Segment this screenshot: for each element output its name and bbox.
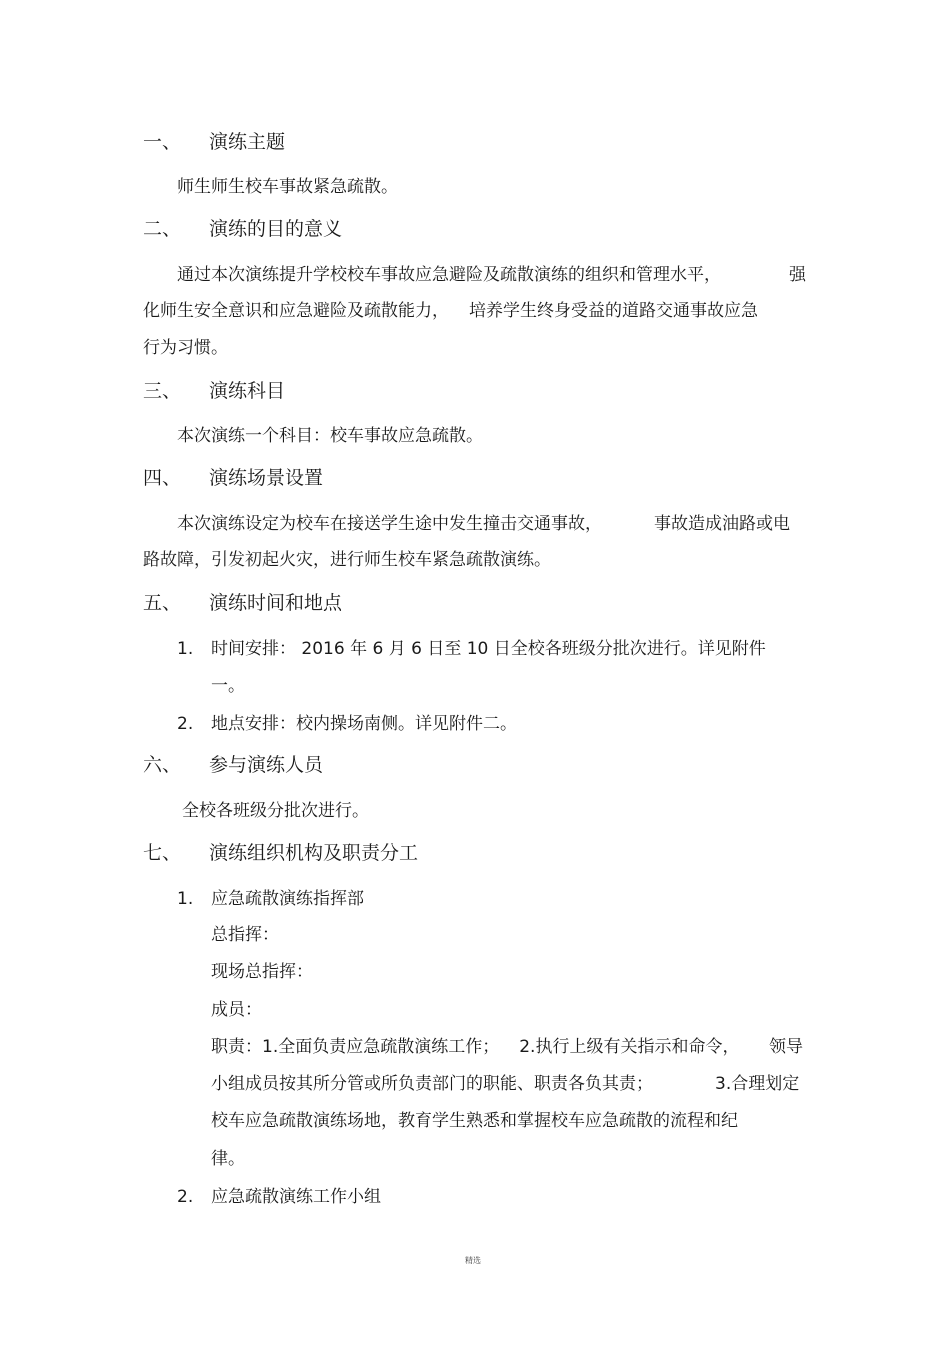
list-item-number: 2.: [177, 1187, 194, 1207]
page-footer-label: 精选: [465, 1256, 481, 1265]
list-item-text: [211, 1036, 739, 1058]
section-title: 演练时间和地点: [209, 592, 343, 614]
section-number: 三、: [143, 380, 182, 402]
list-item-text: 成员：: [211, 1000, 262, 1020]
section-number: 六、: [143, 754, 182, 776]
section-heading: [143, 753, 323, 777]
paragraph-line: 本次演练一个科目：校车事故应急疏散。: [177, 426, 483, 446]
section-title: 演练场景设置: [209, 467, 324, 489]
list-item-text: 领导: [769, 1037, 803, 1057]
section-heading: [143, 841, 418, 865]
list-item-number: 1.: [177, 639, 194, 659]
list-item-text: 应急疏散演练指挥部: [211, 889, 364, 909]
section-heading: [143, 130, 285, 154]
section-title: 演练组织机构及职责分工: [209, 842, 419, 864]
section-number: 四、: [143, 467, 182, 489]
duty-fragment: 2.执行上级有关指示和命令，: [519, 1037, 740, 1057]
paragraph-line: [143, 300, 758, 322]
section-heading: [143, 379, 285, 403]
section-title: 参与演练人员: [209, 754, 324, 776]
paragraph-line: 事故造成油路或电: [654, 514, 790, 534]
list-item-text: 地点安排：校内操场南侧。详见附件二。: [211, 714, 517, 734]
list-item-number: 1.: [177, 889, 194, 909]
section-heading: [143, 591, 342, 615]
list-item-text: 一。: [211, 676, 245, 696]
section-number: 五、: [143, 592, 182, 614]
section-number: 一、: [143, 131, 182, 153]
section-title: 演练主题: [209, 131, 286, 153]
paragraph-line: 全校各班级分批次进行。: [182, 801, 369, 821]
list-item-text: 校车应急疏散演练场地，教育学生熟悉和掌握校车应急疏散的流程和纪: [211, 1111, 738, 1131]
list-item-text: 总指挥：: [211, 925, 279, 945]
section-title: 演练的目的意义: [209, 218, 343, 240]
paragraph-line: 路故障，引发初起火灾，进行师生校车紧急疏散演练。: [143, 550, 551, 570]
paragraph-fragment: 培养学生终身受益的道路交通事故应急: [469, 301, 758, 321]
list-item-text: 律。: [211, 1149, 245, 1169]
section-heading: [143, 466, 323, 490]
list-item-text: 小组成员按其所分管或所负责部门的职能、职责各负其责；: [211, 1074, 653, 1094]
section-number: 七、: [143, 842, 182, 864]
paragraph-fragment: 化师生安全意识和应急避险及疏散能力，: [143, 301, 449, 321]
section-number: 二、: [143, 218, 182, 240]
section-title: 演练科目: [209, 380, 286, 402]
list-item-number: 2.: [177, 714, 194, 734]
paragraph-line: 强: [789, 265, 806, 285]
paragraph-line: 行为习惯。: [143, 338, 228, 358]
list-item-text: 3.合理划定: [715, 1074, 800, 1094]
paragraph-line: 本次演练设定为校车在接送学生途中发生撞击交通事故，: [177, 514, 602, 534]
section-heading: [143, 217, 342, 241]
duty-fragment: 职责：1.全面负责应急疏散演练工作；: [211, 1037, 500, 1057]
paragraph-line: 通过本次演练提升学校校车事故应急避险及疏散演练的组织和管理水平，: [177, 265, 721, 285]
paragraph-line: 师生师生校车事故紧急疏散。: [177, 177, 398, 197]
list-item-text: 时间安排： 2016 年 6 月 6 日至 10 日全校各班级分批次进行。详见附件: [211, 639, 766, 659]
list-item-text: 应急疏散演练工作小组: [211, 1187, 381, 1207]
list-item-text: 现场总指挥：: [211, 962, 313, 982]
